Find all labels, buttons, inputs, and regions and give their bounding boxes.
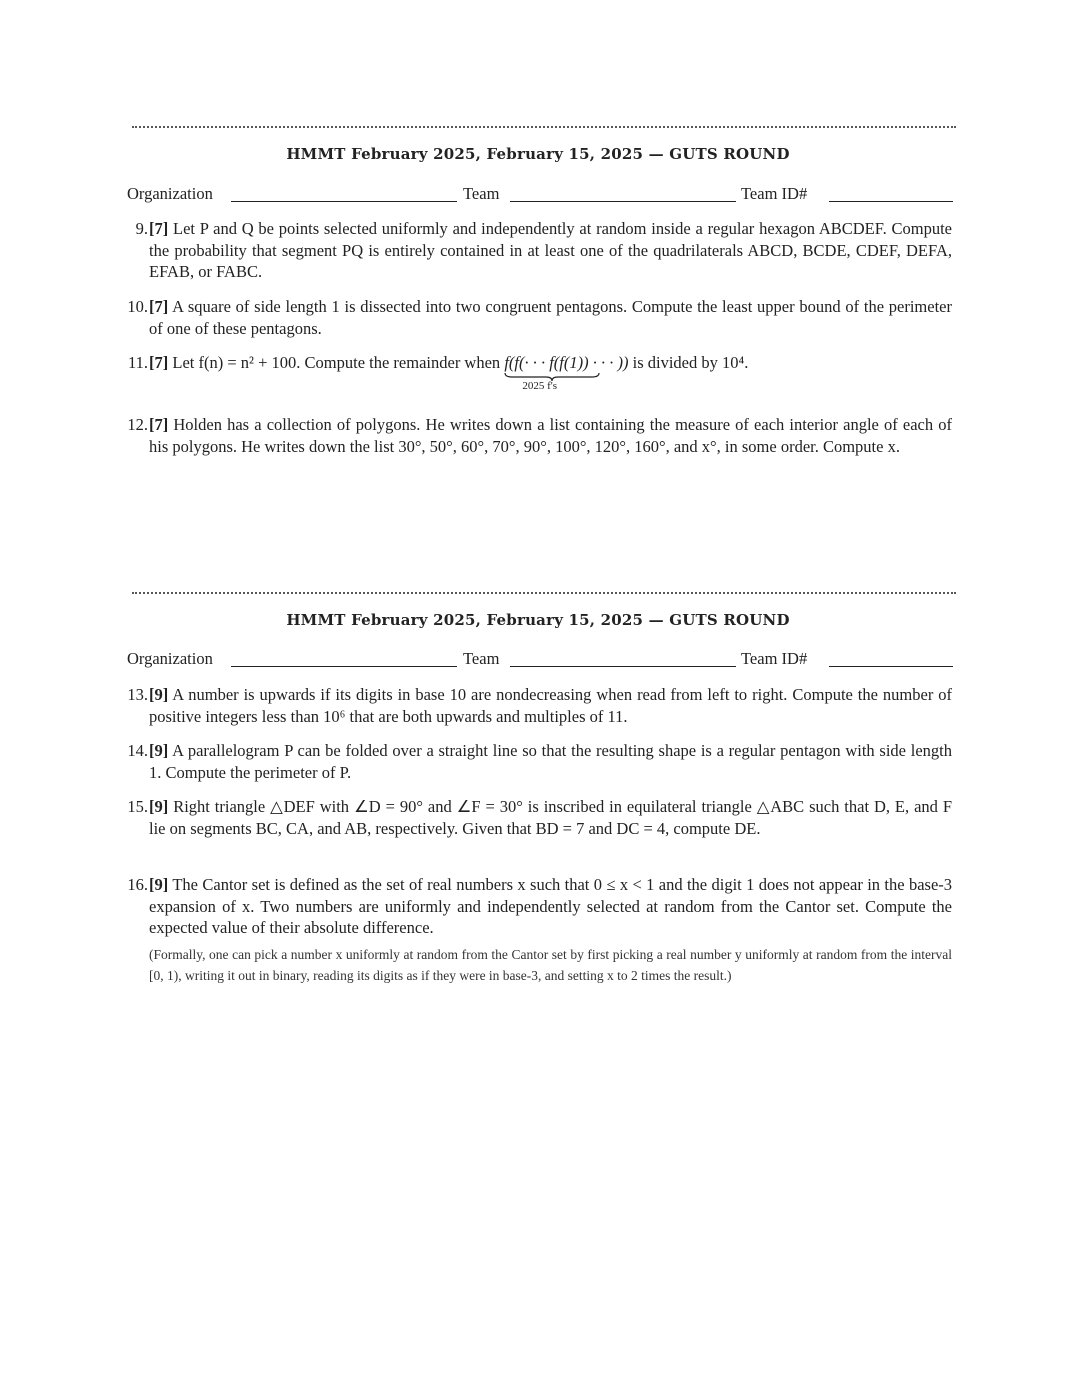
problem-text: A square of side length 1 is dissected into two congruent pentagons. Compute the least upper bound of the perimeter of one of these pentagons. <box>149 297 952 338</box>
problem-number: 10. <box>127 297 148 316</box>
team-label: Team <box>463 184 500 203</box>
problem-number: 13. <box>127 685 148 704</box>
team-info-row <box>127 184 957 206</box>
problem-text: Holden has a collection of polygons. He writes down a list containing the measure of each interior angle of each of his polygons. He writes down the list 30°, 50°, 60°, 70°, 90°, 100°, 120°, 160°, and x°, in some order. Compute x. <box>149 415 952 456</box>
nested-function-expression: f(f(· · · f(f(1)) · · · )) 2025 f's <box>504 352 628 374</box>
section-2 <box>120 584 956 1014</box>
team-id-field[interactable] <box>829 201 953 202</box>
problem-number: 15. <box>127 797 148 816</box>
problem-text: Let P and Q be points selected uniformly and independently at random inside a regular hexagon ABCDEF. Compute the probability that segment PQ is entirely contained in at least one of the quadrilaterals ABCD, BCDE, CDEF, DEFA, EFAB, or FABC. <box>149 219 953 281</box>
problem-points: [7] <box>149 297 169 316</box>
problem-points: [7] <box>149 353 169 372</box>
problem-points: [7] <box>149 219 169 238</box>
problem-number: 12. <box>127 415 148 434</box>
team-field[interactable] <box>510 201 736 202</box>
problem-number: 16. <box>127 875 148 894</box>
problem-15 <box>120 796 956 862</box>
organization-label: Organization <box>127 649 213 668</box>
problem-points: [9] <box>149 741 169 760</box>
problem-text-after: is divided by 10⁴. <box>632 353 749 372</box>
section-1 <box>120 118 956 488</box>
team-info-row <box>127 649 957 671</box>
problem-text: A parallelogram P can be folded over a straight line so that the resulting shape is a regular pentagon with side length 1. Compute the perimeter of P. <box>149 741 952 782</box>
problem-number: 9. <box>135 219 148 238</box>
problem-points: [7] <box>149 415 169 434</box>
problem-11 <box>120 352 956 400</box>
problem-13 <box>120 684 956 728</box>
problem-text: Right triangle △DEF with ∠D = 90° and ∠F = 30° is inscribed in equilateral triangle △ABC such that D, E, and F lie on segments BC, CA, and AB, respectively. Given that BD = 7 and DC = 4, compute DE. <box>149 797 953 838</box>
problem-number: 14. <box>127 741 148 760</box>
team-field[interactable] <box>510 666 736 667</box>
problem-note: (Formally, one can pick a number x uniformly at random from the Cantor set by first picking a real number y uniformly at random from the interval [0, 1), writing it out in binary, reading its digits as if they were in base-3, and setting x to 2 times the result.) <box>149 947 952 983</box>
problem-points: [9] <box>149 875 169 894</box>
problem-16 <box>120 874 956 1008</box>
problem-number: 11. <box>127 353 148 372</box>
problem-9 <box>120 218 956 284</box>
team-id-label: Team ID# <box>741 184 808 203</box>
problem-12 <box>120 414 956 480</box>
problem-10 <box>120 296 956 340</box>
round-title: HMMT February 2025, February 15, 2025 — GUTS ROUND <box>286 611 790 629</box>
organization-field[interactable] <box>231 201 457 202</box>
problem-text: The Cantor set is defined as the set of real numbers x such that 0 ≤ x < 1 and the digit 1 does not appear in the base-3 expansion of x. Two numbers are uniformly and independently selected at random from the Cantor set. Compute the expected value of their absolute difference. <box>149 875 953 937</box>
problem-14 <box>120 740 956 784</box>
team-id-label: Team ID# <box>741 649 808 668</box>
brace-label: 2025 f's <box>522 380 557 392</box>
dotted-cut-line <box>132 126 956 128</box>
problem-points: [9] <box>149 685 169 704</box>
organization-label: Organization <box>127 184 213 203</box>
team-id-field[interactable] <box>829 666 953 667</box>
organization-field[interactable] <box>231 666 457 667</box>
team-label: Team <box>463 649 500 668</box>
round-title: HMMT February 2025, February 15, 2025 — GUTS ROUND <box>286 145 790 163</box>
dotted-cut-line <box>132 592 956 594</box>
problem-points: [9] <box>149 797 169 816</box>
problem-text: Let f(n) = n² + 100. Compute the remainder when <box>172 353 501 372</box>
problem-text: A number is upwards if its digits in base 10 are nondecreasing when read from left to right. Compute the number of positive integers less than 10⁶ that are both upwards and multiples of 11. <box>149 685 952 726</box>
